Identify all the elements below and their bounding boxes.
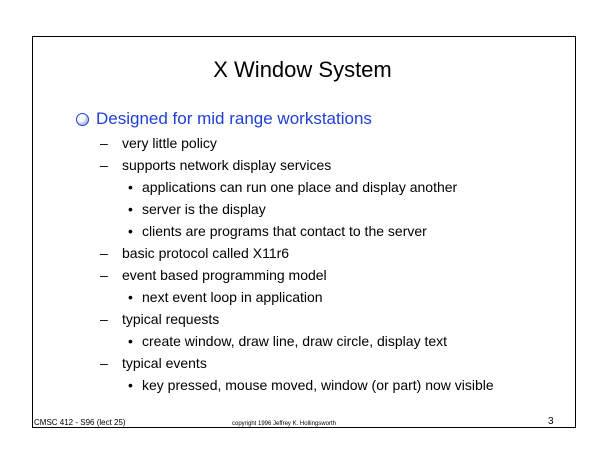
list-item [128, 332, 447, 350]
footer-course: CMSC 412 - S96 (lect 25) [34, 418, 126, 427]
bullet-marker-icon: • [128, 223, 133, 239]
list-item [100, 244, 289, 262]
bullet-marker-icon: • [128, 289, 133, 305]
list-item-text: event based programming model [122, 267, 327, 283]
page-number: 3 [548, 416, 554, 427]
list-item-text: typical events [122, 355, 207, 371]
list-item-text: next event loop in application [142, 289, 323, 305]
list-item-text: applications can run one place and display another [142, 179, 458, 195]
dash-marker-icon: – [100, 135, 108, 151]
list-item [100, 156, 331, 174]
dash-marker-icon: – [100, 311, 108, 327]
list-item-text: typical requests [122, 311, 220, 327]
list-item [128, 376, 494, 394]
list-item [100, 134, 217, 152]
list-item-text: basic protocol called X11r6 [122, 245, 290, 261]
bullet-marker-icon: • [128, 333, 133, 349]
bullet-circle-icon [76, 113, 89, 126]
list-item [100, 266, 327, 284]
dash-marker-icon: – [100, 355, 108, 371]
list-item [128, 178, 457, 196]
dash-marker-icon: – [100, 267, 108, 283]
list-item [100, 354, 207, 372]
list-item [128, 222, 427, 240]
main-bullet-text: Designed for mid range workstations [96, 109, 372, 128]
list-item [100, 310, 219, 328]
list-item-text: create window, draw line, draw circle, display text [142, 333, 448, 349]
list-item-text: key pressed, mouse moved, window (or part) now visible [142, 377, 494, 393]
list-item-text: supports network display services [122, 157, 332, 173]
list-item-text: very little policy [122, 135, 217, 151]
bullet-marker-icon: • [128, 377, 133, 393]
main-bullet [76, 108, 372, 130]
slide-title: X Window System [213, 57, 392, 82]
bullet-marker-icon: • [128, 179, 133, 195]
list-item-text: clients are programs that contact to the server [142, 223, 427, 239]
dash-marker-icon: – [100, 157, 108, 173]
list-item-text: server is the display [142, 201, 266, 217]
list-item [128, 200, 266, 218]
list-item [128, 288, 323, 306]
bullet-marker-icon: • [128, 201, 133, 217]
footer-copyright: copyright 1996 Jeffrey K. Hollingsworth [232, 421, 336, 427]
dash-marker-icon: – [100, 245, 108, 261]
